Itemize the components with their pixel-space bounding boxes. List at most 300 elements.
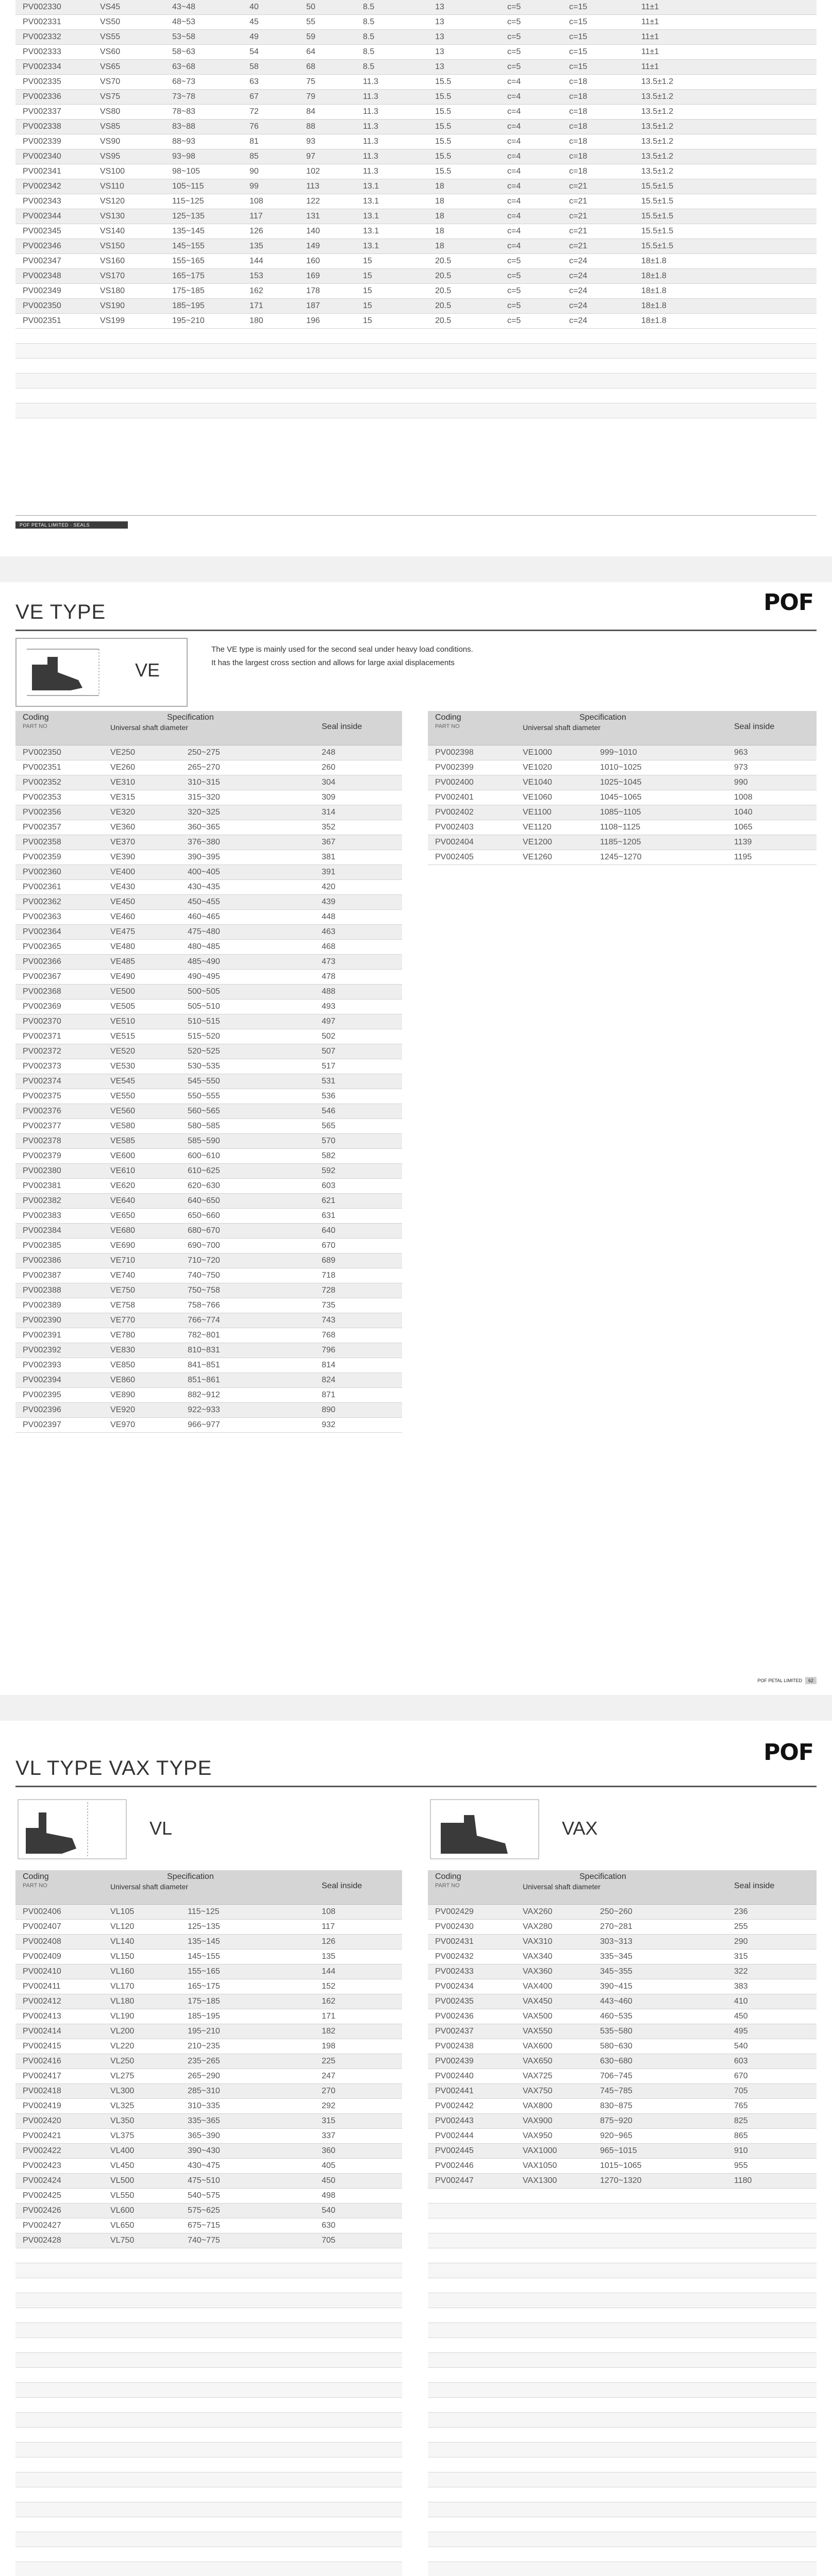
table-row (428, 2159, 817, 2174)
cell-seal-inside: 478 (314, 970, 402, 985)
empty-row (428, 2308, 817, 2323)
table-row (15, 1029, 402, 1044)
cell-seal-inside: 871 (314, 1388, 402, 1403)
cell-spec: VE770 (103, 1313, 180, 1328)
table-row (15, 790, 402, 805)
empty-cell (180, 2487, 314, 2502)
empty-cell (593, 2248, 727, 2263)
empty-cell (727, 2308, 817, 2323)
empty-row (15, 2428, 402, 2443)
table-row (15, 1268, 402, 1283)
cell-width-b: 18 (428, 209, 500, 224)
cell-width-b: 13 (428, 15, 500, 30)
cell-shaft-range: 345~355 (593, 1964, 727, 1979)
empty-cell (593, 2398, 727, 2413)
cell-part-no: PV002413 (15, 2009, 103, 2024)
title-rule (15, 630, 817, 631)
cell-spec: VE970 (103, 1418, 180, 1433)
empty-cell (593, 2278, 727, 2293)
empty-cell (93, 374, 165, 388)
empty-cell (727, 2562, 817, 2576)
page-title: VL TYPE VAX TYPE (15, 1757, 212, 1780)
empty-row (15, 2278, 402, 2293)
cell-part-no: PV002391 (15, 1328, 103, 1343)
empty-cell (727, 2502, 817, 2517)
cell-shaft-range: 145~155 (165, 239, 242, 254)
cell-seal-inside: 495 (727, 2024, 817, 2039)
empty-row (15, 2472, 402, 2487)
cell-part-no: PV002407 (15, 1920, 103, 1935)
header-coding (15, 711, 103, 745)
cell-seal-inside: 531 (314, 1074, 402, 1089)
cell-shaft-range: 585~590 (180, 1134, 314, 1149)
empty-cell (103, 2308, 180, 2323)
header-spec (515, 1870, 727, 1905)
cell-spec: VE860 (103, 1373, 180, 1388)
table-row (428, 2039, 817, 2054)
empty-cell (727, 2278, 817, 2293)
empty-cell (103, 2547, 180, 2562)
empty-cell (593, 2472, 727, 2487)
table-row (15, 940, 402, 955)
cell-shaft-range: 510~515 (180, 1014, 314, 1029)
cell-part-no: PV002396 (15, 1403, 103, 1418)
cell-shaft-range: 250~260 (593, 1905, 727, 1920)
table-row (428, 835, 817, 850)
cell-shaft-range: 390~395 (180, 850, 314, 865)
cell-spec: VL600 (103, 2204, 180, 2218)
cell-shaft-range: 851~861 (180, 1373, 314, 1388)
table-row (15, 1089, 402, 1104)
cell-seal-inside: 260 (314, 760, 402, 775)
empty-cell (428, 2293, 515, 2308)
empty-cell (593, 2458, 727, 2472)
cell-max: c=18 (562, 105, 634, 120)
sheet-gap (0, 1695, 832, 1721)
cell-seal-inside: 932 (314, 1418, 402, 1433)
empty-row (428, 2248, 817, 2263)
cell-spec: VL350 (103, 2114, 180, 2129)
table-row (428, 2069, 817, 2084)
cell-shaft-range: 640~650 (180, 1194, 314, 1209)
empty-row (428, 2502, 817, 2517)
table-row (15, 2189, 402, 2204)
cell-shaft-range: 745~785 (593, 2084, 727, 2099)
title-rule (15, 1786, 817, 1787)
cell-d2: 84 (299, 105, 356, 120)
cell-spec: VS199 (93, 314, 165, 329)
cell-part-no: PV002352 (15, 775, 103, 790)
header-specification-label: Specification (167, 1872, 214, 1881)
empty-cell (500, 359, 562, 374)
cell-spec: VS65 (93, 60, 165, 75)
empty-cell (593, 2502, 727, 2517)
cell-width-c: 11.3 (356, 120, 428, 134)
cell-seal-inside: 603 (727, 2054, 817, 2069)
table-row (15, 209, 817, 224)
table-row (15, 254, 817, 269)
cell-seal-inside: 765 (727, 2099, 817, 2114)
cell-seal-inside: 468 (314, 940, 402, 955)
cell-part-no: PV002377 (15, 1119, 103, 1134)
table-row (15, 1358, 402, 1373)
empty-cell (593, 2562, 727, 2576)
empty-cell (93, 403, 165, 418)
cell-seal-inside: 1008 (727, 790, 817, 805)
cell-d1: 81 (242, 134, 299, 149)
cell-min: c=5 (500, 269, 562, 284)
cell-width-b: 13 (428, 30, 500, 45)
empty-cell (314, 2443, 402, 2458)
empty-cell (103, 2263, 180, 2278)
cell-spec: VAX750 (515, 2084, 593, 2099)
cell-seal-inside: 488 (314, 985, 402, 999)
empty-cell (515, 2517, 593, 2532)
cell-spec: VAX900 (515, 2114, 593, 2129)
cell-spec: VE1200 (515, 835, 593, 850)
empty-cell (15, 329, 93, 344)
cell-install-width: 13.5±1.2 (634, 149, 817, 164)
empty-cell (515, 2263, 593, 2278)
cell-seal-inside: 493 (314, 999, 402, 1014)
cell-spec: VS75 (93, 90, 165, 105)
page-title: VE TYPE (15, 601, 106, 623)
cell-part-no: PV002366 (15, 955, 103, 970)
cell-spec: VE490 (103, 970, 180, 985)
header-part-no-label: PART NO (435, 1883, 460, 1889)
cell-shaft-range: 575~625 (180, 2204, 314, 2218)
empty-cell (15, 2443, 103, 2458)
cell-spec: VL170 (103, 1979, 180, 1994)
empty-cell (180, 2293, 314, 2308)
cell-spec: VE530 (103, 1059, 180, 1074)
table-row (15, 1313, 402, 1328)
cell-part-no: PV002393 (15, 1358, 103, 1373)
cell-part-no: PV002369 (15, 999, 103, 1014)
cell-shaft-range: 98~105 (165, 164, 242, 179)
cell-part-no: PV002364 (15, 925, 103, 940)
cell-d2: 79 (299, 90, 356, 105)
cell-shaft-range: 500~505 (180, 985, 314, 999)
empty-cell (180, 2338, 314, 2353)
table-row (15, 164, 817, 179)
cell-install-width: 13.5±1.2 (634, 75, 817, 90)
cell-min: c=5 (500, 30, 562, 45)
cell-part-no: PV002388 (15, 1283, 103, 1298)
cell-part-no: PV002351 (15, 760, 103, 775)
cell-spec: VAX280 (515, 1920, 593, 1935)
empty-cell (634, 344, 817, 359)
empty-cell (15, 2353, 103, 2368)
cell-seal-inside: 108 (314, 1905, 402, 1920)
cell-seal-inside: 463 (314, 925, 402, 940)
empty-row (428, 2368, 817, 2383)
cell-width-b: 13 (428, 0, 500, 15)
empty-cell (428, 2398, 515, 2413)
cell-part-no: PV002424 (15, 2174, 103, 2189)
cell-part-no: PV002361 (15, 880, 103, 895)
cell-spec: VAX310 (515, 1935, 593, 1950)
brand-logo: POF (763, 589, 813, 616)
empty-cell (515, 2443, 593, 2458)
cell-spec: VE520 (103, 1044, 180, 1059)
table-row (15, 1059, 402, 1074)
table-row (428, 1950, 817, 1964)
cell-part-no: PV002331 (15, 15, 93, 30)
cell-shaft-range: 515~520 (180, 1029, 314, 1044)
cell-width-c: 11.3 (356, 134, 428, 149)
cell-part-no: PV002416 (15, 2054, 103, 2069)
empty-cell (15, 2263, 103, 2278)
cell-width-b: 15.5 (428, 134, 500, 149)
table-row (15, 895, 402, 910)
page-ve-type (0, 582, 832, 1695)
empty-cell (515, 2398, 593, 2413)
cell-spec: VS140 (93, 224, 165, 239)
cell-spec: VAX1050 (515, 2159, 593, 2174)
cell-seal-inside: 309 (314, 790, 402, 805)
cell-max: c=18 (562, 90, 634, 105)
empty-row (428, 2413, 817, 2428)
empty-cell (515, 2233, 593, 2248)
cell-spec: VE250 (103, 745, 180, 760)
cell-d1: 99 (242, 179, 299, 194)
cell-spec: VL190 (103, 2009, 180, 2024)
cell-shaft-range: 1245~1270 (593, 850, 727, 865)
empty-cell (593, 2323, 727, 2338)
cell-spec: VE740 (103, 1268, 180, 1283)
cell-spec: VE650 (103, 1209, 180, 1224)
empty-cell (428, 2368, 515, 2383)
cell-part-no: PV002356 (15, 805, 103, 820)
empty-cell (242, 403, 299, 418)
cell-install-width: 18±1.8 (634, 314, 817, 329)
empty-cell (165, 374, 242, 388)
cell-shaft-range: 195~210 (180, 2024, 314, 2039)
cell-part-no: PV002441 (428, 2084, 515, 2099)
cell-max: c=24 (562, 299, 634, 314)
cell-d1: 126 (242, 224, 299, 239)
cell-spec: VE560 (103, 1104, 180, 1119)
header-spec (515, 711, 727, 745)
cell-spec: VS70 (93, 75, 165, 90)
empty-cell (515, 2487, 593, 2502)
cell-d2: 68 (299, 60, 356, 75)
cell-spec: VL325 (103, 2099, 180, 2114)
cell-width-b: 20.5 (428, 254, 500, 269)
cell-seal-inside: 814 (314, 1358, 402, 1373)
empty-cell (299, 403, 356, 418)
cell-shaft-range: 58~63 (165, 45, 242, 60)
cell-d1: 72 (242, 105, 299, 120)
cell-spec: VS190 (93, 299, 165, 314)
header-seal-inside (314, 711, 402, 745)
empty-row (428, 2233, 817, 2248)
cell-width-c: 8.5 (356, 0, 428, 15)
empty-cell (593, 2487, 727, 2502)
cell-shaft-range: 545~550 (180, 1074, 314, 1089)
cell-seal-inside: 1139 (727, 835, 817, 850)
cell-width-b: 15.5 (428, 164, 500, 179)
cell-part-no: PV002436 (428, 2009, 515, 2024)
table-row (15, 60, 817, 75)
footer-company: POF PETAL LIMITED · SEALS (15, 521, 128, 529)
table-header-row (15, 1870, 402, 1905)
cell-spec: VE890 (103, 1388, 180, 1403)
empty-cell (180, 2383, 314, 2398)
cell-min: c=4 (500, 105, 562, 120)
cell-part-no: PV002423 (15, 2159, 103, 2174)
cell-part-no: PV002333 (15, 45, 93, 60)
cell-shaft-range: 365~390 (180, 2129, 314, 2144)
cell-seal-inside: 640 (314, 1224, 402, 1239)
cell-part-no: PV002432 (428, 1950, 515, 1964)
empty-cell (15, 2458, 103, 2472)
cell-max: c=15 (562, 0, 634, 15)
cell-part-no: PV002430 (428, 1920, 515, 1935)
cell-seal-inside: 825 (727, 2114, 817, 2129)
empty-cell (15, 359, 93, 374)
empty-cell (314, 2532, 402, 2547)
table-row (428, 2009, 817, 2024)
table-row (15, 2144, 402, 2159)
cell-spec: VS130 (93, 209, 165, 224)
empty-row (428, 2293, 817, 2308)
cell-shaft-range: 235~265 (180, 2054, 314, 2069)
cell-seal-inside: 473 (314, 955, 402, 970)
empty-cell (15, 2368, 103, 2383)
empty-row (15, 329, 817, 344)
cell-seal-inside: 450 (727, 2009, 817, 2024)
cell-d1: 108 (242, 194, 299, 209)
cell-spec: VE830 (103, 1343, 180, 1358)
ve-seal-profile-icon (22, 641, 125, 703)
cell-install-width: 13.5±1.2 (634, 90, 817, 105)
empty-cell (314, 2562, 402, 2576)
cell-d2: 160 (299, 254, 356, 269)
cell-seal-inside: 670 (727, 2069, 817, 2084)
cell-shaft-range: 650~660 (180, 1209, 314, 1224)
empty-cell (93, 329, 165, 344)
cell-seal-inside: 450 (314, 2174, 402, 2189)
empty-cell (727, 2189, 817, 2204)
vax-profile-diagram (428, 1797, 655, 1864)
empty-row (15, 2293, 402, 2308)
footer-page-info: POF PETAL LIMITED 62 (688, 1677, 817, 1684)
table-row (15, 2159, 402, 2174)
cell-spec: VS170 (93, 269, 165, 284)
table-row (15, 1343, 402, 1358)
table-row (15, 314, 817, 329)
cell-part-no: PV002362 (15, 895, 103, 910)
cell-min: c=5 (500, 15, 562, 30)
cell-part-no: PV002337 (15, 105, 93, 120)
cell-part-no: PV002425 (15, 2189, 103, 2204)
cell-min: c=4 (500, 239, 562, 254)
cell-spec: VL550 (103, 2189, 180, 2204)
empty-cell (593, 2308, 727, 2323)
empty-cell (428, 344, 500, 359)
empty-row (15, 2443, 402, 2458)
header-seal-inside-label: Seal inside (322, 1882, 362, 1890)
table-row (15, 1119, 402, 1134)
cell-spec: VE850 (103, 1358, 180, 1373)
table-row (15, 90, 817, 105)
cell-shaft-range: 675~715 (180, 2218, 314, 2233)
header-coding-label: Coding (435, 713, 461, 722)
cell-shaft-range: 841~851 (180, 1358, 314, 1373)
header-coding-label: Coding (23, 713, 49, 722)
cell-spec: VE780 (103, 1328, 180, 1343)
cell-shaft-range: 335~345 (593, 1950, 727, 1964)
empty-cell (428, 2338, 515, 2353)
empty-cell (428, 2517, 515, 2532)
header-seal-inside-label: Seal inside (322, 722, 362, 731)
cell-shaft-range: 530~535 (180, 1059, 314, 1074)
cell-width-b: 20.5 (428, 269, 500, 284)
cell-width-b: 18 (428, 224, 500, 239)
cell-shaft-range: 135~145 (165, 224, 242, 239)
empty-cell (428, 2233, 515, 2248)
empty-cell (180, 2502, 314, 2517)
empty-cell (593, 2218, 727, 2233)
cell-seal-inside: 315 (314, 2114, 402, 2129)
cell-part-no: PV002338 (15, 120, 93, 134)
empty-cell (727, 2233, 817, 2248)
empty-cell (428, 2189, 515, 2204)
empty-row (15, 2398, 402, 2413)
cell-shaft-range: 63~68 (165, 60, 242, 75)
empty-cell (314, 2383, 402, 2398)
cell-part-no: PV002421 (15, 2129, 103, 2144)
cell-part-no: PV002383 (15, 1209, 103, 1224)
cell-shaft-range: 105~115 (165, 179, 242, 194)
empty-cell (727, 2547, 817, 2562)
empty-cell (515, 2353, 593, 2368)
cell-seal-inside: 768 (314, 1328, 402, 1343)
empty-cell (15, 2562, 103, 2576)
empty-cell (103, 2472, 180, 2487)
empty-cell (428, 374, 500, 388)
table-row (15, 1298, 402, 1313)
cell-part-no: PV002365 (15, 940, 103, 955)
cell-seal-inside: 565 (314, 1119, 402, 1134)
empty-cell (15, 388, 93, 403)
cell-spec: VE550 (103, 1089, 180, 1104)
empty-row (15, 2308, 402, 2323)
cell-part-no: PV002360 (15, 865, 103, 880)
cell-seal-inside: 352 (314, 820, 402, 835)
empty-row (428, 2278, 817, 2293)
cell-min: c=5 (500, 299, 562, 314)
cell-shaft-range: 310~335 (180, 2099, 314, 2114)
ve-description (211, 643, 778, 670)
cell-part-no: PV002400 (428, 775, 515, 790)
cell-install-width: 11±1 (634, 45, 817, 60)
cell-part-no: PV002402 (428, 805, 515, 820)
vl-seal-profile-icon (15, 1797, 129, 1861)
table-row (15, 985, 402, 999)
cell-spec: VE390 (103, 850, 180, 865)
cell-part-no: PV002350 (15, 299, 93, 314)
cell-shaft-range: 450~455 (180, 895, 314, 910)
cell-max: c=18 (562, 120, 634, 134)
table-row (428, 1935, 817, 1950)
empty-row (15, 403, 817, 418)
cell-part-no: PV002351 (15, 314, 93, 329)
empty-cell (180, 2398, 314, 2413)
cell-part-no: PV002406 (15, 1905, 103, 1920)
